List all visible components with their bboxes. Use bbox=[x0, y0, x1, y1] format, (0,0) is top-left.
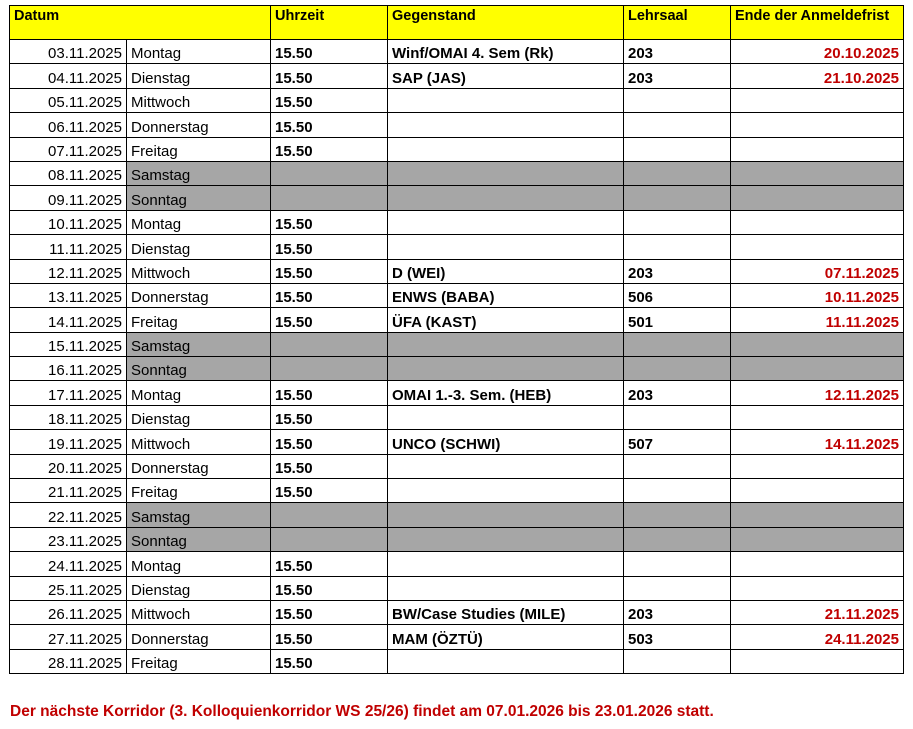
time-cell: 15.50 bbox=[271, 259, 388, 283]
deadline-cell bbox=[731, 357, 904, 381]
date-cell: 12.11.2025 bbox=[10, 259, 127, 283]
time-cell bbox=[271, 527, 388, 551]
weekday-cell: Dienstag bbox=[127, 64, 271, 88]
time-cell bbox=[271, 161, 388, 185]
deadline-cell bbox=[731, 479, 904, 503]
deadline-cell bbox=[731, 186, 904, 210]
exam-schedule-table bbox=[9, 5, 904, 674]
room-cell bbox=[624, 527, 731, 551]
table-row bbox=[10, 40, 904, 64]
time-cell: 15.50 bbox=[271, 576, 388, 600]
weekday-cell: Donnerstag bbox=[127, 625, 271, 649]
time-cell: 15.50 bbox=[271, 649, 388, 673]
subject-cell bbox=[388, 405, 624, 429]
room-cell: 503 bbox=[624, 625, 731, 649]
deadline-cell bbox=[731, 113, 904, 137]
time-cell bbox=[271, 332, 388, 356]
date-cell: 10.11.2025 bbox=[10, 210, 127, 234]
header-datum: Datum bbox=[10, 6, 271, 40]
deadline-cell bbox=[731, 161, 904, 185]
room-cell bbox=[624, 479, 731, 503]
header-uhrzeit: Uhrzeit bbox=[271, 6, 388, 40]
date-cell: 23.11.2025 bbox=[10, 527, 127, 551]
schedule-body bbox=[10, 40, 904, 674]
time-cell: 15.50 bbox=[271, 113, 388, 137]
room-cell: 203 bbox=[624, 600, 731, 624]
weekday-cell: Sonntag bbox=[127, 186, 271, 210]
room-cell bbox=[624, 649, 731, 673]
weekday-cell: Freitag bbox=[127, 649, 271, 673]
weekday-cell: Sonntag bbox=[127, 527, 271, 551]
room-cell bbox=[624, 332, 731, 356]
time-cell bbox=[271, 186, 388, 210]
weekday-cell: Mittwoch bbox=[127, 88, 271, 112]
deadline-cell: 12.11.2025 bbox=[731, 381, 904, 405]
date-cell: 05.11.2025 bbox=[10, 88, 127, 112]
weekday-cell: Freitag bbox=[127, 479, 271, 503]
date-cell: 13.11.2025 bbox=[10, 283, 127, 307]
deadline-cell bbox=[731, 332, 904, 356]
date-cell: 22.11.2025 bbox=[10, 503, 127, 527]
room-cell: 203 bbox=[624, 381, 731, 405]
room-cell: 203 bbox=[624, 40, 731, 64]
time-cell: 15.50 bbox=[271, 430, 388, 454]
weekday-cell: Dienstag bbox=[127, 235, 271, 259]
subject-cell: ENWS (BABA) bbox=[388, 283, 624, 307]
time-cell: 15.50 bbox=[271, 552, 388, 576]
date-cell: 25.11.2025 bbox=[10, 576, 127, 600]
subject-cell bbox=[388, 88, 624, 112]
date-cell: 04.11.2025 bbox=[10, 64, 127, 88]
time-cell: 15.50 bbox=[271, 454, 388, 478]
table-row bbox=[10, 113, 904, 137]
room-cell: 507 bbox=[624, 430, 731, 454]
room-cell: 501 bbox=[624, 308, 731, 332]
date-cell: 09.11.2025 bbox=[10, 186, 127, 210]
subject-cell bbox=[388, 552, 624, 576]
subject-cell bbox=[388, 235, 624, 259]
table-row bbox=[10, 137, 904, 161]
header-anmeldefrist: Ende der Anmeldefrist bbox=[731, 6, 904, 40]
weekday-cell: Samstag bbox=[127, 161, 271, 185]
header-gegenstand: Gegenstand bbox=[388, 6, 624, 40]
date-cell: 19.11.2025 bbox=[10, 430, 127, 454]
room-cell bbox=[624, 137, 731, 161]
footer-note: Der nächste Korridor (3. Kolloquienkorridor WS 25/26) findet am 07.01.2026 bis 23.01.2026 statt. bbox=[10, 703, 714, 720]
room-cell bbox=[624, 454, 731, 478]
room-cell: 203 bbox=[624, 64, 731, 88]
time-cell: 15.50 bbox=[271, 210, 388, 234]
table-row bbox=[10, 235, 904, 259]
table-row bbox=[10, 88, 904, 112]
date-cell: 24.11.2025 bbox=[10, 552, 127, 576]
table-row bbox=[10, 64, 904, 88]
weekday-cell: Mittwoch bbox=[127, 600, 271, 624]
deadline-cell bbox=[731, 88, 904, 112]
deadline-cell bbox=[731, 454, 904, 478]
subject-cell bbox=[388, 479, 624, 503]
date-cell: 07.11.2025 bbox=[10, 137, 127, 161]
subject-cell bbox=[388, 186, 624, 210]
deadline-cell: 24.11.2025 bbox=[731, 625, 904, 649]
subject-cell: SAP (JAS) bbox=[388, 64, 624, 88]
table-row bbox=[10, 454, 904, 478]
deadline-cell bbox=[731, 405, 904, 429]
room-cell bbox=[624, 235, 731, 259]
time-cell: 15.50 bbox=[271, 137, 388, 161]
date-cell: 03.11.2025 bbox=[10, 40, 127, 64]
deadline-cell: 21.10.2025 bbox=[731, 64, 904, 88]
weekday-cell: Dienstag bbox=[127, 405, 271, 429]
weekday-cell: Dienstag bbox=[127, 576, 271, 600]
table-row bbox=[10, 527, 904, 551]
table-row bbox=[10, 357, 904, 381]
table-row bbox=[10, 430, 904, 454]
room-cell bbox=[624, 113, 731, 137]
deadline-cell bbox=[731, 527, 904, 551]
table-row bbox=[10, 332, 904, 356]
subject-cell bbox=[388, 113, 624, 137]
subject-cell bbox=[388, 503, 624, 527]
weekday-cell: Freitag bbox=[127, 137, 271, 161]
room-cell bbox=[624, 503, 731, 527]
subject-cell bbox=[388, 137, 624, 161]
table-row bbox=[10, 600, 904, 624]
date-cell: 20.11.2025 bbox=[10, 454, 127, 478]
table-row bbox=[10, 161, 904, 185]
deadline-cell bbox=[731, 210, 904, 234]
time-cell: 15.50 bbox=[271, 381, 388, 405]
subject-cell bbox=[388, 332, 624, 356]
deadline-cell bbox=[731, 503, 904, 527]
table-row bbox=[10, 405, 904, 429]
table-row bbox=[10, 186, 904, 210]
room-cell bbox=[624, 161, 731, 185]
date-cell: 06.11.2025 bbox=[10, 113, 127, 137]
room-cell bbox=[624, 88, 731, 112]
table-row bbox=[10, 259, 904, 283]
time-cell: 15.50 bbox=[271, 64, 388, 88]
subject-cell: D (WEI) bbox=[388, 259, 624, 283]
header-lehrsaal: Lehrsaal bbox=[624, 6, 731, 40]
deadline-cell: 21.11.2025 bbox=[731, 600, 904, 624]
date-cell: 17.11.2025 bbox=[10, 381, 127, 405]
time-cell: 15.50 bbox=[271, 283, 388, 307]
deadline-cell: 11.11.2025 bbox=[731, 308, 904, 332]
time-cell bbox=[271, 503, 388, 527]
table-row bbox=[10, 381, 904, 405]
weekday-cell: Sonntag bbox=[127, 357, 271, 381]
subject-cell: ÜFA (KAST) bbox=[388, 308, 624, 332]
table-row bbox=[10, 552, 904, 576]
weekday-cell: Donnerstag bbox=[127, 113, 271, 137]
deadline-cell bbox=[731, 649, 904, 673]
date-cell: 15.11.2025 bbox=[10, 332, 127, 356]
weekday-cell: Montag bbox=[127, 381, 271, 405]
time-cell: 15.50 bbox=[271, 308, 388, 332]
room-cell bbox=[624, 405, 731, 429]
time-cell bbox=[271, 357, 388, 381]
date-cell: 18.11.2025 bbox=[10, 405, 127, 429]
subject-cell bbox=[388, 576, 624, 600]
room-cell bbox=[624, 576, 731, 600]
subject-cell bbox=[388, 210, 624, 234]
weekday-cell: Donnerstag bbox=[127, 283, 271, 307]
table-row bbox=[10, 308, 904, 332]
subject-cell: OMAI 1.-3. Sem. (HEB) bbox=[388, 381, 624, 405]
time-cell: 15.50 bbox=[271, 40, 388, 64]
time-cell: 15.50 bbox=[271, 625, 388, 649]
room-cell: 203 bbox=[624, 259, 731, 283]
deadline-cell: 14.11.2025 bbox=[731, 430, 904, 454]
table-row bbox=[10, 503, 904, 527]
date-cell: 14.11.2025 bbox=[10, 308, 127, 332]
date-cell: 11.11.2025 bbox=[10, 235, 127, 259]
deadline-cell: 10.11.2025 bbox=[731, 283, 904, 307]
date-cell: 28.11.2025 bbox=[10, 649, 127, 673]
subject-cell bbox=[388, 161, 624, 185]
deadline-cell: 07.11.2025 bbox=[731, 259, 904, 283]
table-row bbox=[10, 479, 904, 503]
deadline-cell bbox=[731, 137, 904, 161]
table-row bbox=[10, 283, 904, 307]
header-row bbox=[10, 6, 904, 40]
date-cell: 16.11.2025 bbox=[10, 357, 127, 381]
table-row bbox=[10, 625, 904, 649]
subject-cell: UNCO (SCHWI) bbox=[388, 430, 624, 454]
deadline-cell bbox=[731, 235, 904, 259]
deadline-cell: 20.10.2025 bbox=[731, 40, 904, 64]
subject-cell bbox=[388, 357, 624, 381]
weekday-cell: Donnerstag bbox=[127, 454, 271, 478]
time-cell: 15.50 bbox=[271, 600, 388, 624]
room-cell bbox=[624, 357, 731, 381]
table-row bbox=[10, 649, 904, 673]
table-row bbox=[10, 576, 904, 600]
room-cell bbox=[624, 186, 731, 210]
weekday-cell: Samstag bbox=[127, 503, 271, 527]
subject-cell bbox=[388, 454, 624, 478]
subject-cell bbox=[388, 527, 624, 551]
room-cell bbox=[624, 210, 731, 234]
subject-cell: BW/Case Studies (MILE) bbox=[388, 600, 624, 624]
subject-cell: Winf/OMAI 4. Sem (Rk) bbox=[388, 40, 624, 64]
weekday-cell: Mittwoch bbox=[127, 259, 271, 283]
time-cell: 15.50 bbox=[271, 479, 388, 503]
time-cell: 15.50 bbox=[271, 88, 388, 112]
room-cell bbox=[624, 552, 731, 576]
deadline-cell bbox=[731, 552, 904, 576]
weekday-cell: Mittwoch bbox=[127, 430, 271, 454]
date-cell: 21.11.2025 bbox=[10, 479, 127, 503]
weekday-cell: Montag bbox=[127, 210, 271, 234]
date-cell: 27.11.2025 bbox=[10, 625, 127, 649]
time-cell: 15.50 bbox=[271, 235, 388, 259]
weekday-cell: Freitag bbox=[127, 308, 271, 332]
table-row bbox=[10, 210, 904, 234]
date-cell: 08.11.2025 bbox=[10, 161, 127, 185]
room-cell: 506 bbox=[624, 283, 731, 307]
weekday-cell: Montag bbox=[127, 40, 271, 64]
date-cell: 26.11.2025 bbox=[10, 600, 127, 624]
weekday-cell: Samstag bbox=[127, 332, 271, 356]
subject-cell: MAM (ÖZTÜ) bbox=[388, 625, 624, 649]
subject-cell bbox=[388, 649, 624, 673]
weekday-cell: Montag bbox=[127, 552, 271, 576]
deadline-cell bbox=[731, 576, 904, 600]
time-cell: 15.50 bbox=[271, 405, 388, 429]
